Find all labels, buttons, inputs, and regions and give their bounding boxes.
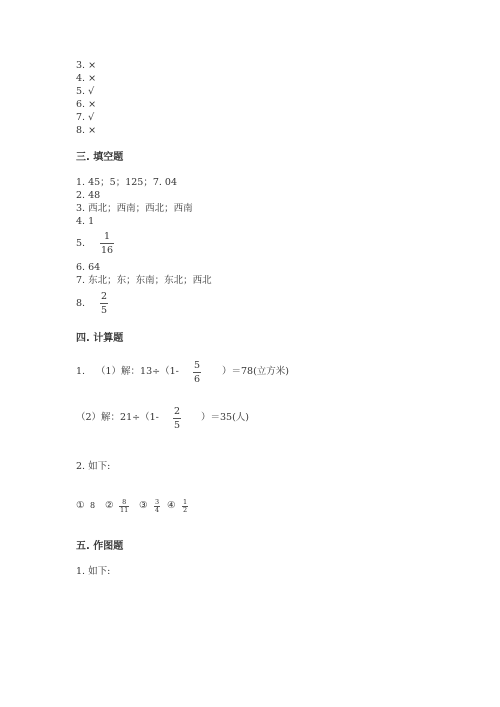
answer-fraction-4 <box>182 499 188 514</box>
answer-fraction-2 <box>119 499 129 514</box>
calc-3-text: 2. 如下: <box>76 461 111 472</box>
judge-answer-8: 8. × <box>76 125 97 136</box>
fill-answer-8-prefix: 8. <box>76 298 86 309</box>
fraction-numerator: 8 <box>122 498 127 506</box>
section-3-title: 三. 填空题 <box>76 152 124 163</box>
fill-answer-3: 3. 西北；西南；西北；西南 <box>76 203 193 214</box>
fraction-numerator: 2 <box>174 406 181 417</box>
judge-answer-3: 3. × <box>76 60 97 71</box>
calc-1-text-start: （1）解：13÷（1- <box>96 366 179 377</box>
answer-circle-1: ① <box>76 500 85 511</box>
answer-value-1: 8 <box>90 501 96 510</box>
fill-answer-6: 6. 64 <box>76 262 101 273</box>
fraction-denominator: 11 <box>120 506 129 514</box>
judge-answer-4: 4. × <box>76 73 97 84</box>
calc-2-text-end: ）＝35(人) <box>201 412 250 423</box>
calc-2-fraction <box>173 406 181 431</box>
drawing-answer-1: 1. 如下: <box>76 566 111 577</box>
fraction-bar <box>100 303 108 304</box>
fraction-denominator: 6 <box>194 374 201 385</box>
section-4-title: 四. 计算题 <box>76 333 124 344</box>
fraction-denominator: 5 <box>101 305 108 316</box>
section-5-title: 五. 作图题 <box>76 541 124 552</box>
judge-answer-7: 7. √ <box>76 112 95 123</box>
fraction-numerator: 1 <box>183 498 188 506</box>
fraction-bar <box>193 372 201 373</box>
fill-answer-4: 4. 1 <box>76 216 95 227</box>
answer-circle-4: ④ <box>167 500 176 511</box>
fill-answer-5-prefix: 5. <box>76 238 86 249</box>
fraction-denominator: 16 <box>101 245 114 256</box>
calc-1-prefix: 1. <box>76 366 86 377</box>
fill-answer-7: 7. 东北；东；东南；东北；西北 <box>76 275 212 286</box>
fraction-bar <box>100 243 114 244</box>
fraction-denominator: 4 <box>155 506 160 514</box>
judge-answer-6: 6. × <box>76 99 97 110</box>
fraction-numerator: 1 <box>104 231 111 242</box>
answer-fraction-3 <box>154 499 160 514</box>
fill-answer-2: 2. 48 <box>76 190 101 201</box>
calc-1-text-end: ）＝78(立方米) <box>222 366 290 377</box>
fill-answer-8-fraction <box>100 291 108 316</box>
fraction-numerator: 5 <box>194 360 201 371</box>
fraction-numerator: 2 <box>101 291 108 302</box>
answer-circle-3: ③ <box>139 500 148 511</box>
fill-answer-1: 1. 45；5；125；7. 04 <box>76 177 178 188</box>
fill-answer-5-fraction <box>100 231 114 256</box>
calc-2-text-start: （2）解：21÷（1- <box>76 412 159 423</box>
answer-circle-2: ② <box>105 500 114 511</box>
judge-answer-5: 5. √ <box>76 86 95 97</box>
fraction-denominator: 5 <box>174 420 181 431</box>
fraction-numerator: 3 <box>155 498 160 506</box>
fraction-denominator: 2 <box>183 506 188 514</box>
fraction-bar <box>173 418 181 419</box>
calc-1-fraction <box>193 360 201 385</box>
